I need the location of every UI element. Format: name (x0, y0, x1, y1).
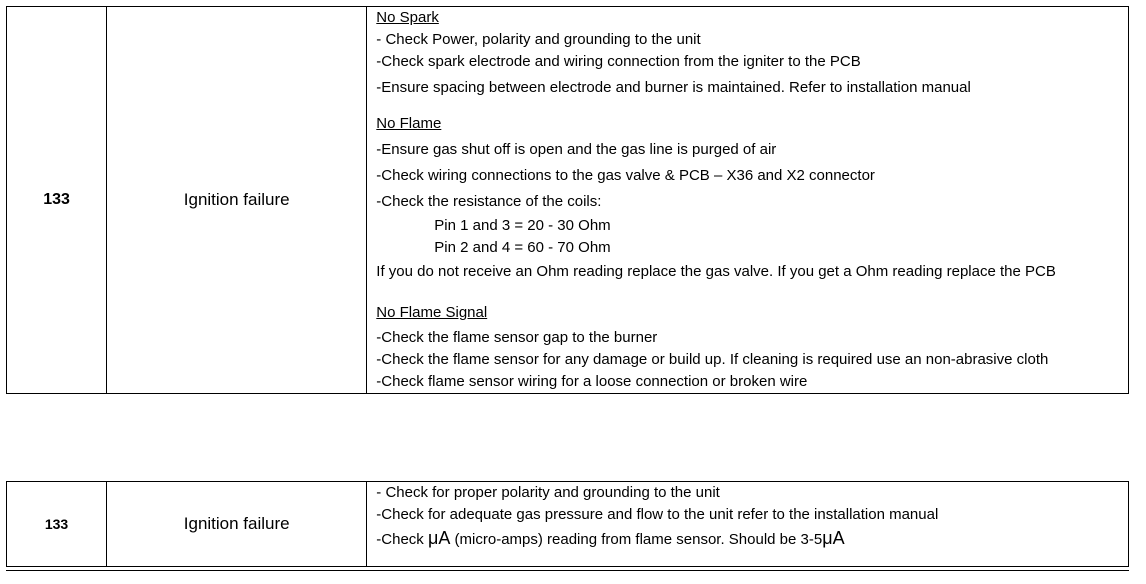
action-line: -Check the flame sensor gap to the burner (376, 329, 658, 346)
action-line: -Check for adequate gas pressure and flow to the unit refer to the installation manual (376, 506, 939, 523)
section-heading-no-flame: No Flame (376, 115, 442, 132)
spacer (376, 99, 1120, 111)
action-line-prefix: -Check (376, 531, 428, 548)
corrective-action-cell (367, 7, 1129, 394)
action-line: -Ensure spacing between electrode and burner is maintained. Refer to installation manual (376, 79, 971, 96)
action-line: - Check Power, polarity and grounding to the unit (376, 31, 701, 48)
error-code-cell (7, 7, 107, 394)
action-line-middle: (micro-amps) reading from flame sensor. Should be 3-5 (450, 531, 823, 548)
action-note: If you do not receive an Ohm reading replace the gas valve. If you get a Ohm reading replace the PCB (376, 263, 1056, 280)
section-heading-no-flame-signal: No Flame Signal (376, 304, 488, 321)
table-row (7, 482, 1129, 567)
error-code: 133 (43, 191, 70, 208)
error-code-table-2 (6, 481, 1129, 567)
action-line: -Check the flame sensor for any damage or build up. If cleaning is required use an non-abrasive cloth (376, 351, 1049, 368)
error-code-table-1 (6, 6, 1129, 394)
action-line: -Check spark electrode and wiring connection from the igniter to the PCB (376, 53, 861, 70)
pin-resistance-line: Pin 1 and 3 = 20 - 30 Ohm (434, 217, 611, 234)
corrective-action-cell (367, 482, 1129, 567)
action-line: - Check for proper polarity and grounding to the unit (376, 484, 720, 501)
action-line-flame-current (376, 526, 1120, 550)
spacer (376, 285, 1120, 299)
error-description: Ignition failure (183, 190, 290, 209)
action-line: -Check flame sensor wiring for a loose connection or broken wire (376, 373, 808, 390)
action-line: -Ensure gas shut off is open and the gas line is purged of air (376, 141, 777, 158)
section-heading-no-spark: No Spark (376, 9, 439, 26)
error-description-cell (107, 482, 367, 567)
error-code: 133 (44, 516, 69, 532)
next-table-top-border (6, 570, 1129, 571)
pin-resistance-line: Pin 2 and 4 = 60 - 70 Ohm (434, 239, 611, 256)
error-code-cell (7, 482, 107, 567)
action-line: -Check wiring connections to the gas valve & PCB – X36 and X2 connector (376, 167, 875, 184)
table-row (7, 7, 1129, 394)
action-line: -Check the resistance of the coils: (376, 193, 602, 210)
error-description: Ignition failure (183, 514, 290, 533)
micro-amp-unit: μA (822, 528, 845, 548)
micro-amp-unit: μA (427, 528, 451, 548)
error-description-cell (107, 7, 367, 394)
